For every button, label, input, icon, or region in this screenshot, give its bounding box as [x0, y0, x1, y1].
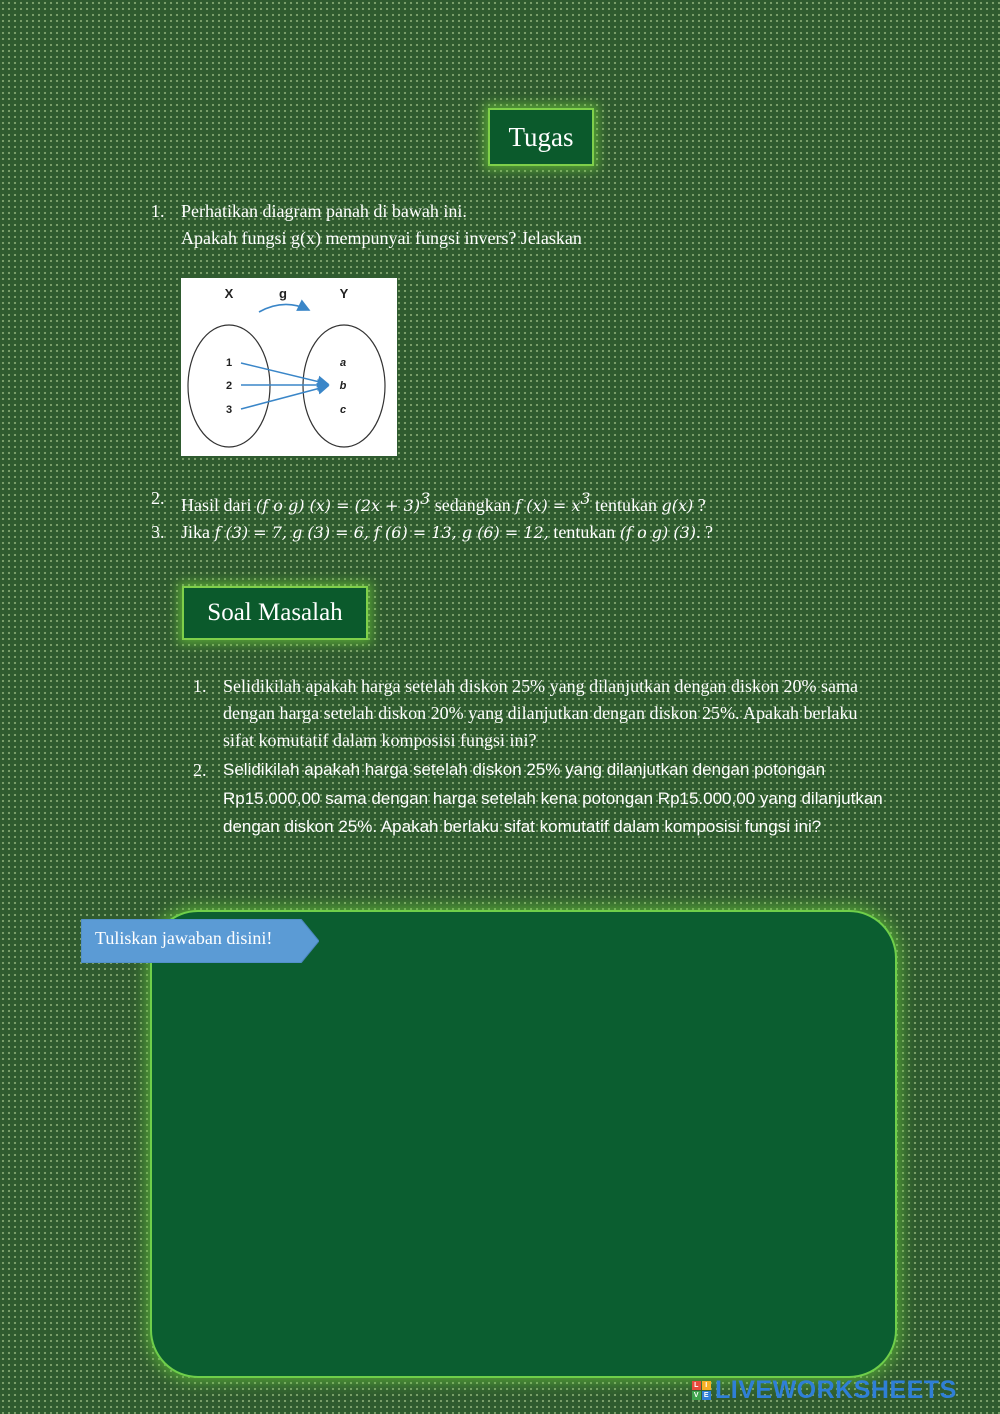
- question-2: [151, 485, 911, 519]
- logo-text: LIVEWORKSHEETS: [715, 1375, 957, 1404]
- question-1-line-1: Perhatikan diagram panah di bawah ini.: [181, 201, 467, 221]
- text-run: sedangkan: [430, 495, 516, 515]
- math-expression: g(x): [661, 496, 694, 515]
- liveworksheets-logo: [692, 1376, 957, 1404]
- problem-text: Selidikilah apakah harga setelah diskon 25% yang dilanjutkan dengan potongan Rp15.000,00 sama dengan harga setelah kena potongan Rp15.000,00 yang dilanjutkan dengan diskon 25%. Apakah berlaku sifat komutatif dalam komposisi fungsi ini?: [223, 760, 883, 836]
- mapping-arrow: [241, 386, 328, 409]
- problem-text: Selidikilah apakah harga setelah diskon 25% yang dilanjutkan dengan diskon 20% sama dengan harga setelah diskon 20% yang dilanjutkan dengan diskon 25%. Apakah berlaku sifat komutatif dalam komposisi fungsi ini?: [223, 676, 859, 750]
- logo-grid-cell: E: [703, 1391, 710, 1399]
- function-arrow: [259, 304, 309, 312]
- domain-element: 1: [225, 357, 233, 369]
- exponent: 3: [580, 489, 591, 508]
- question-number: 3.: [151, 522, 165, 542]
- text-run: ?: [693, 495, 706, 515]
- codomain-element: c: [339, 404, 347, 416]
- tugas-title: Tugas: [488, 108, 594, 166]
- answer-label: [81, 919, 319, 963]
- arrow-diagram-svg: [181, 278, 397, 456]
- math-expression: f (3) = 7, g (3) = 6, f (6) = 13, g (6) = 12,: [214, 523, 549, 542]
- set-x-label: X: [224, 286, 234, 301]
- mapping-arrow: [241, 363, 328, 384]
- problem-item: [193, 756, 883, 842]
- logo-grid-cell: L: [692, 1381, 701, 1390]
- problem-list: [193, 673, 883, 842]
- domain-element: 2: [225, 380, 233, 392]
- math-expression: f (x) = x: [515, 496, 581, 515]
- logo-grid-icon: [692, 1381, 711, 1400]
- codomain-element: b: [339, 380, 347, 392]
- problem-number: 1.: [193, 676, 207, 696]
- text-run: . ?: [696, 522, 714, 542]
- set-y-label: Y: [339, 286, 349, 301]
- math-expression: (f o g) (3): [619, 523, 697, 542]
- codomain-element: a: [339, 357, 347, 369]
- answer-box[interactable]: [150, 910, 897, 1378]
- question-number: 2.: [151, 488, 165, 508]
- problem-number: 2.: [193, 760, 207, 780]
- domain-element: 3: [225, 404, 233, 416]
- problem-item: [193, 673, 883, 754]
- text-run: Hasil dari: [181, 495, 256, 515]
- question-list-1: [151, 198, 851, 252]
- question-number: 1.: [151, 201, 165, 221]
- text-run: Jika: [181, 522, 215, 542]
- logo-grid-cell: I: [702, 1381, 711, 1390]
- soal-masalah-title: Soal Masalah: [182, 586, 368, 640]
- question-list-2: [151, 485, 911, 546]
- question-1-line-2: Apakah fungsi g(x) mempunyai fungsi invers? Jelaskan: [181, 228, 582, 248]
- question-3: [151, 519, 911, 546]
- exponent: 3: [420, 489, 431, 508]
- question-1: [151, 198, 851, 252]
- arrow-diagram: [181, 278, 397, 456]
- text-run: tentukan: [590, 495, 662, 515]
- answer-label-text: Tuliskan jawaban disini!: [95, 928, 273, 948]
- function-label: g: [279, 286, 287, 301]
- logo-grid-cell: V: [693, 1391, 700, 1399]
- text-run: tentukan: [548, 522, 620, 542]
- math-expression: (f o g) (x) = (2x + 3): [255, 496, 421, 515]
